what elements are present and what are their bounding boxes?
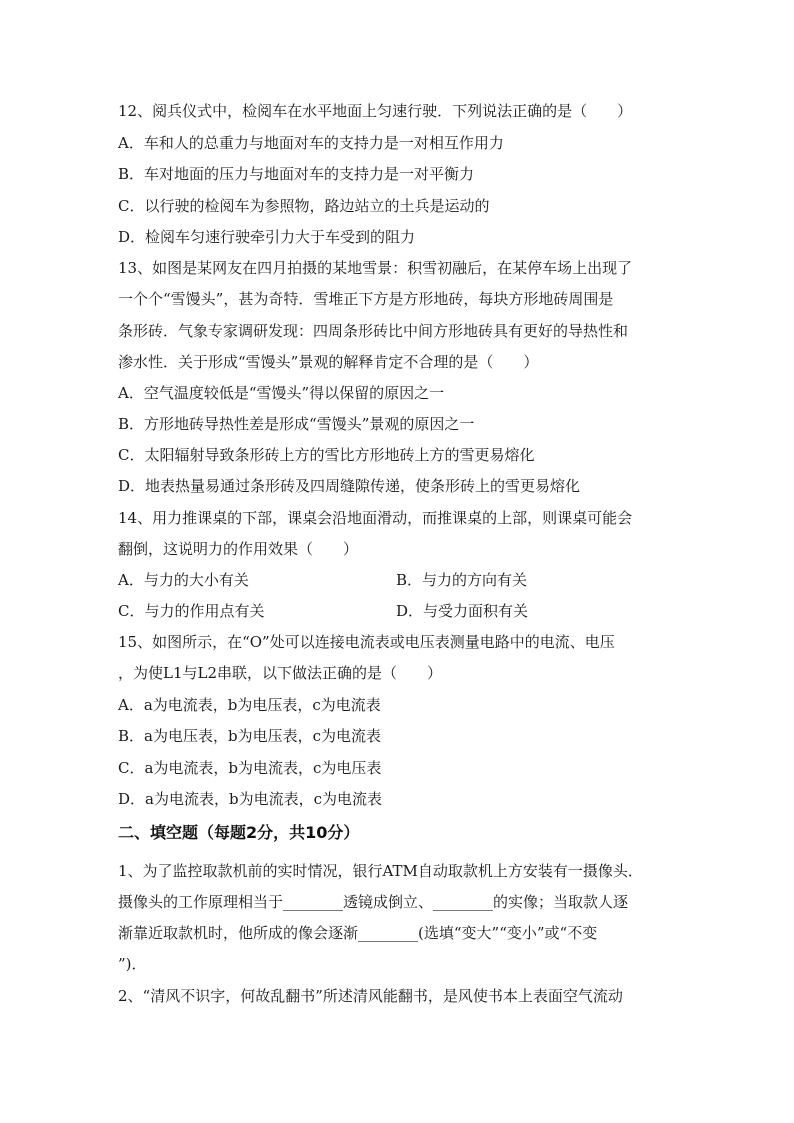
question-15-option-d: D．a为电流表，b为电流表，c为电流表 [118,790,382,808]
question-15-stem-line-1: 15、如图所示，在“O”处可以连接电流表或电压表测量电路中的电流、电压 [118,633,615,651]
question-13-stem-line-2: 一个个“雪馒头”，甚为奇特．雪堆正下方是方形地砖，每块方形地砖周围是 [118,290,614,308]
question-15-option-b: B．a为电压表，b为电压表，c为电流表 [118,727,381,745]
fill-question-1-line-3: 渐靠近取款机时，他所成的像会逐渐________(选填“变大”“变小”或“不变 [118,924,598,942]
question-13-option-c: C．太阳辐射导致条形砖上方的雪比方形地砖上方的雪更易熔化 [118,446,535,464]
question-13-stem-line-3: 条形砖．气象专家调研发现：四周条形砖比中间方形地砖具有更好的导热性和 [118,322,629,340]
question-12-option-a: A．车和人的总重力与地面对车的支持力是一对相互作用力 [118,134,504,152]
question-15-stem-line-2: ，为使L1与L2串联，以下做法正确的是（ ） [118,664,443,682]
question-13-stem-line-4: 渗水性．关于形成“雪馒头”景观的解释肯定不合理的是（ ） [118,353,539,371]
question-14-stem-line-1: 14、用力推课桌的下部，课桌会沿地面滑动，而推课桌的上部，则课桌可能会 [118,509,633,527]
question-13-option-a: A．空气温度较低是“雪馒头”得以保留的原因之一 [118,384,445,402]
question-14-option-b: B．与力的方向有关 [396,571,528,589]
question-12-option-b: B．车对地面的压力与地面对车的支持力是一对平衡力 [118,165,475,183]
question-12-stem: 12、阅兵仪式中，检阅车在水平地面上匀速行驶．下列说法正确的是（ ） [118,102,633,120]
question-13-option-d: D．地表热量易通过条形砖及四周缝隙传递，使条形砖上的雪更易熔化 [118,477,581,495]
question-13-stem-line-1: 13、如图是某网友在四月拍摄的某地雪景：积雪初融后，在某停车场上出现了 [118,259,633,277]
fill-question-1-line-1: 1、为了监控取款机前的实时情况，银行ATM自动取款机上方安装有一摄像头． [118,862,643,880]
question-12-option-d: D．检阅车匀速行驶牵引力大于车受到的阻力 [118,228,416,246]
question-15-option-c: C．a为电流表，b为电流表，c为电压表 [118,759,382,777]
question-12-option-c: C．以行驶的检阅车为参照物，路边站立的土兵是运动的 [118,197,490,215]
question-14-stem-line-2: 翻倒，这说明力的作用效果（ ） [118,540,359,558]
fill-question-1-line-2: 摄像头的工作原理相当于________透镜成倒立、________的实像；当取款人逐 [118,893,629,911]
question-13-option-b: B．方形地砖导热性差是形成“雪馒头”景观的原因之一 [118,415,475,433]
question-14-option-c: C．与力的作用点有关 [118,602,265,620]
section-title-fill-in: 二、填空题（每题2分，共10分） [118,823,360,842]
question-15-option-a: A．a为电流表，b为电压表，c为电流表 [118,696,381,714]
fill-question-1-line-4: ”)． [118,955,147,973]
question-14-option-a: A．与力的大小有关 [118,571,249,589]
question-14-option-d: D．与受力面积有关 [396,602,529,620]
fill-question-2-line-1: 2、“清风不识字，何故乱翻书”所述清风能翻书，是风使书本上表面空气流动 [118,987,623,1005]
